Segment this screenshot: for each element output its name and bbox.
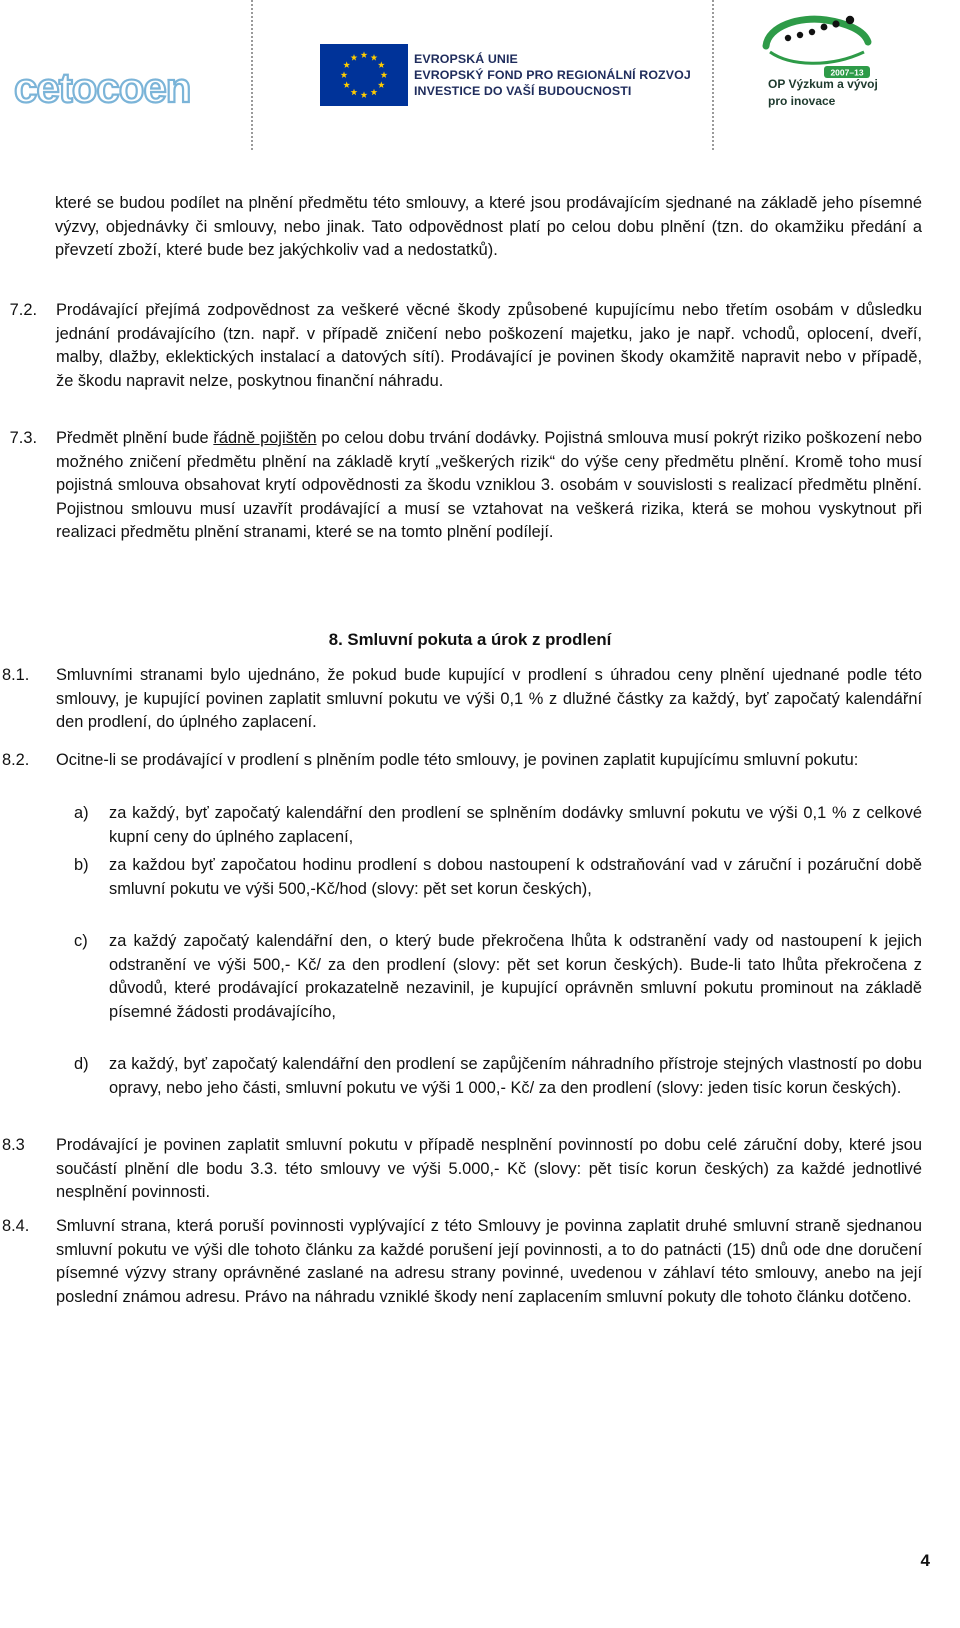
section-7-3-text — [56, 427, 922, 545]
list-item-c: za každý započatý kalendářní den, o který bude překročena lhůta k odstranění vady od nastoupení k jejich odstranění ve výši 500,- Kč/ za den prodlení (slovy: pět set korun českých). Bude-li tato lhůta překročena z důvodů, které prodávající prokazatelně nezavinil, je kupující oprávněn smluvní pokutu prominout na základě písemné žádosti prodávajícího, — [109, 932, 922, 1021]
cetocoen-logo — [12, 64, 198, 112]
section-7-3-underlined: řádně pojištěn — [213, 429, 317, 447]
eu-line-1: EVROPSKÁ UNIE — [414, 52, 518, 66]
section-8-1-text: Smluvními stranami bylo ujednáno, že pokud bude kupující v prodlení s úhradou ceny plnění ujednané podle této smlouvy, je kupující povinen zaplatit smluvní pokutu ve výši 0,1 % z dlužné částky za každý, byť započatý kalendářní den prodlení, do úplného zaplacení. — [56, 666, 922, 731]
page-number: 4 — [920, 1551, 930, 1570]
section-8-3-text: Prodávající je povinen zaplatit smluvní pokutu v případě nesplnění povinností po dobu celé záruční doby, které jsou součástí plnění dle bodu 3.3. této smlouvy ve výši 5.000,- Kč (slovy: pět tisíc korun českých) za každé jednotlivé nesplnění povinnosti. — [56, 1136, 922, 1201]
section-number-8-3: 8.3 — [2, 1136, 25, 1154]
header-divider-right — [712, 0, 714, 150]
eu-flag-icon — [320, 44, 408, 106]
section-8-4-text: Smluvní strana, která poruší povinnosti vyplývající z této Smlouvy je povinna zaplatit druhé smluvní straně sjednanou smluvní pokutu ve výši dle tohoto článku za každé porušení její povinnosti, a to do patnácti (15) dnů ode dne doručení písemné výzvy strany oprávněné zaslané na adresu strany povinné, uvedenou v záhlaví této smlouvy, anebo na její poslední známou adresu. Právo na náhradu vzniklé škody není zaplacením smluvní pokuty dle tohoto článku dotčeno. — [56, 1217, 922, 1306]
op-line-1: OP Výzkum a vývoj — [768, 77, 878, 91]
list-item-a: za každý, byť započatý kalendářní den prodlení se splněním dodávky smluvní pokutu ve výši 0,1 % z celkové kupní ceny do úplného zaplacení, — [109, 804, 922, 846]
cetocoen-logo-text: cetocoen — [14, 64, 191, 111]
section-number-8-4: 8.4. — [2, 1217, 30, 1235]
list-label-b: b) — [74, 856, 89, 874]
op-vavpi-logo — [760, 12, 874, 78]
section-number-8-1: 8.1. — [2, 666, 30, 684]
section-8-2-text: Ocitne-li se prodávající v prodlení s plněním podle této smlouvy, je povinen zaplatit kupujícímu smluvní pokutu: — [56, 751, 859, 769]
op-year-badge: 2007–13 — [830, 67, 864, 78]
section-7-2-text: Prodávající přejímá zodpovědnost za veškeré věcné škody způsobené kupujícímu nebo třetím osobám v důsledku jednání prodávajícího (tzn. např. v případě zničení nebo poškození majetku, jako je např. vchodů, oplocení, dveří, malby, dlažby, eklektických instalací a datových sítí). Prodávající je povinen škody okamžitě napravit nebo v případě, že škodu napravit nelze, poskytnou finanční náhradu. — [56, 301, 922, 390]
eu-line-3: INVESTICE DO VAŠÍ BUDOUCNOSTI — [414, 84, 632, 98]
op-vavpi-text — [768, 76, 918, 110]
list-item-b: za každou byť započatou hodinu prodlení s dobou nastoupení k odstraňování vad v záruční i pozáruční době smluvní pokutu ve výši 500,-Kč/hod (slovy: pět set korun českých), — [109, 856, 922, 898]
section-number-8-2: 8.2. — [2, 751, 30, 769]
section-heading-8: 8. Smluvní pokuta a úrok z prodlení — [328, 630, 612, 649]
section-7-3-text-rest: po celou dobu trvání dodávky. Pojistná smlouva musí pokrýt riziko poškození nebo možného zničení předmětu plnění na základě krytí „veškerých rizik“ do výše ceny předmětu plnění. Kromě toho musí pojistná smlouva obsahovat krytí odpovědnosti za škodu vzniklou 3. osobám v souvislosti s realizací předmětu plnění. Pojistnou smlouvu musí uzavřít prodávající a musí se vztahovat na veškerá rizika, která se mohou vyskytnout při realizaci předmětu plnění stranami, které se na tomto plnění podílejí. — [56, 429, 922, 541]
op-line-2: pro inovace — [768, 94, 836, 108]
list-item-d: za každý, byť započatý kalendářní den prodlení se zapůjčením náhradního přístroje stejných vlastností po dobu opravy, nebo jeho části, smluvní pokutu ve výši 1 000,- Kč/ za den prodlení (slovy: jeden tisíc korun českých). — [109, 1055, 922, 1097]
section-7-3-text-start: Předmět plnění bude — [56, 429, 214, 447]
page-header — [0, 0, 960, 150]
section-number-7-3: 7.3. — [9, 429, 37, 447]
header-divider-left — [251, 0, 253, 150]
section-number-7-2: 7.2. — [9, 301, 37, 319]
eu-fund-text — [414, 51, 694, 99]
eu-line-2: EVROPSKÝ FOND PRO REGIONÁLNÍ ROZVOJ — [414, 68, 691, 82]
list-label-a: a) — [74, 804, 89, 822]
list-label-d: d) — [74, 1055, 89, 1073]
list-label-c: c) — [74, 932, 88, 950]
paragraph-7-1-continued: které se budou podílet na plnění předmětu této smlouvy, a které jsou prodávajícím sjednané na základě jeho písemné výzvy, objednávky či smlouvy, nebo jinak. Tato odpovědnost platí po celou dobu plnění (tzn. do okamžiku předání a převzetí zboží, které bude bez jakýchkoliv vad a nedostatků). — [55, 194, 922, 259]
